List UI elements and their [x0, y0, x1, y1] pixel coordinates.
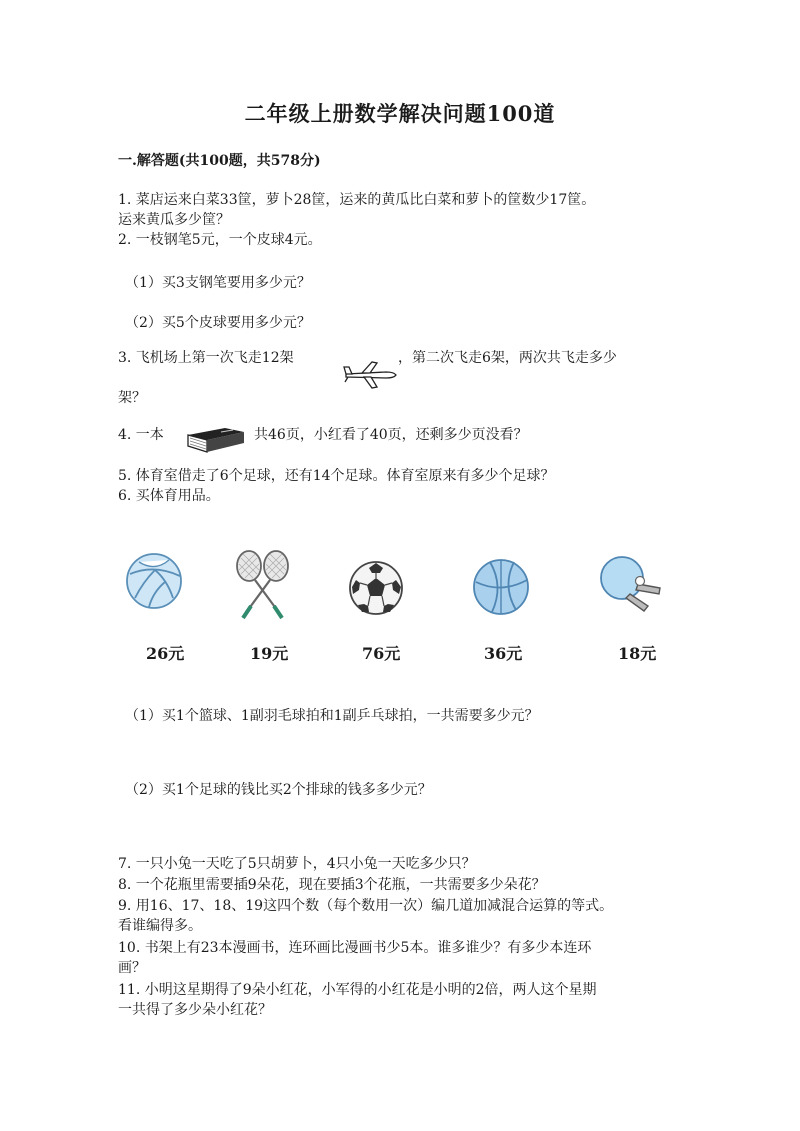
question-9-line-2: 看谁编得多。	[118, 918, 202, 934]
price-football: 76元	[362, 644, 401, 663]
question-11-line-2: 一共得了多少朵小红花？	[118, 1002, 272, 1018]
question-4-text-b: 共46页，小红看了40页，还剩多少页没看？	[254, 427, 528, 443]
book-icon	[185, 425, 247, 455]
page-title: 二年级上册数学解决问题100道	[244, 101, 556, 126]
football-icon	[348, 560, 404, 616]
question-3-text-a: 3. 飞机场上第一次飞走12架	[118, 350, 294, 366]
question-8: 8. 一个花瓶里需要插9朵花，现在要插3个花瓶，一共需要多少朵花？	[118, 877, 546, 893]
basketball-icon	[472, 558, 530, 616]
airplane-icon	[342, 360, 398, 390]
pingpong-paddles-icon	[596, 554, 666, 614]
question-6: 6. 买体育用品。	[118, 488, 220, 504]
price-pingpong: 18元	[618, 644, 657, 663]
question-3-text-b: ，第二次飞走6架，两次共飞走多少	[398, 350, 617, 366]
question-3-text-c: 架？	[118, 390, 146, 406]
question-4-text-a: 4. 一本	[118, 427, 164, 443]
price-badminton: 19元	[250, 644, 289, 663]
question-6-part-1: （1）买1个篮球、1副羽毛球拍和1副乒乓球拍，一共需要多少元？	[125, 708, 539, 724]
question-10-line-2: 画？	[118, 960, 146, 976]
question-7: 7. 一只小兔一天吃了5只胡萝卜，4只小兔一天吃多少只？	[118, 856, 476, 872]
volleyball-icon	[125, 552, 183, 610]
question-2-part-1: （1）买3支钢笔要用多少元？	[125, 275, 311, 291]
question-2-part-2: （2）买5个皮球要用多少元？	[125, 315, 311, 331]
section-heading: 一.解答题(共100题，共578分)	[118, 153, 321, 169]
question-1-line-1: 1. 菜店运来白菜33筐，萝卜28筐，运来的黄瓜比白菜和萝卜的筐数少17筐。	[118, 192, 596, 208]
question-2: 2. 一枝钢笔5元，一个皮球4元。	[118, 232, 322, 248]
question-11-line-1: 11. 小明这星期得了9朵小红花，小军得的小红花是小明的2倍，两人这个星期	[118, 982, 597, 998]
question-9-line-1: 9. 用16、17、18、19这四个数（每个数用一次）编几道加减混合运算的等式。	[118, 898, 614, 914]
badminton-rackets-icon	[230, 548, 296, 620]
price-volleyball: 26元	[146, 644, 185, 663]
question-5: 5. 体育室借走了6个足球，还有14个足球。体育室原来有多少个足球？	[118, 468, 555, 484]
price-basketball: 36元	[484, 644, 523, 663]
question-1-line-2: 运来黄瓜多少筐？	[118, 212, 230, 228]
question-6-part-2: （2）买1个足球的钱比买2个排球的钱多多少元？	[125, 782, 432, 798]
question-10-line-1: 10. 书架上有23本漫画书，连环画比漫画书少5本。谁多谁少？有多少本连环	[118, 940, 592, 956]
